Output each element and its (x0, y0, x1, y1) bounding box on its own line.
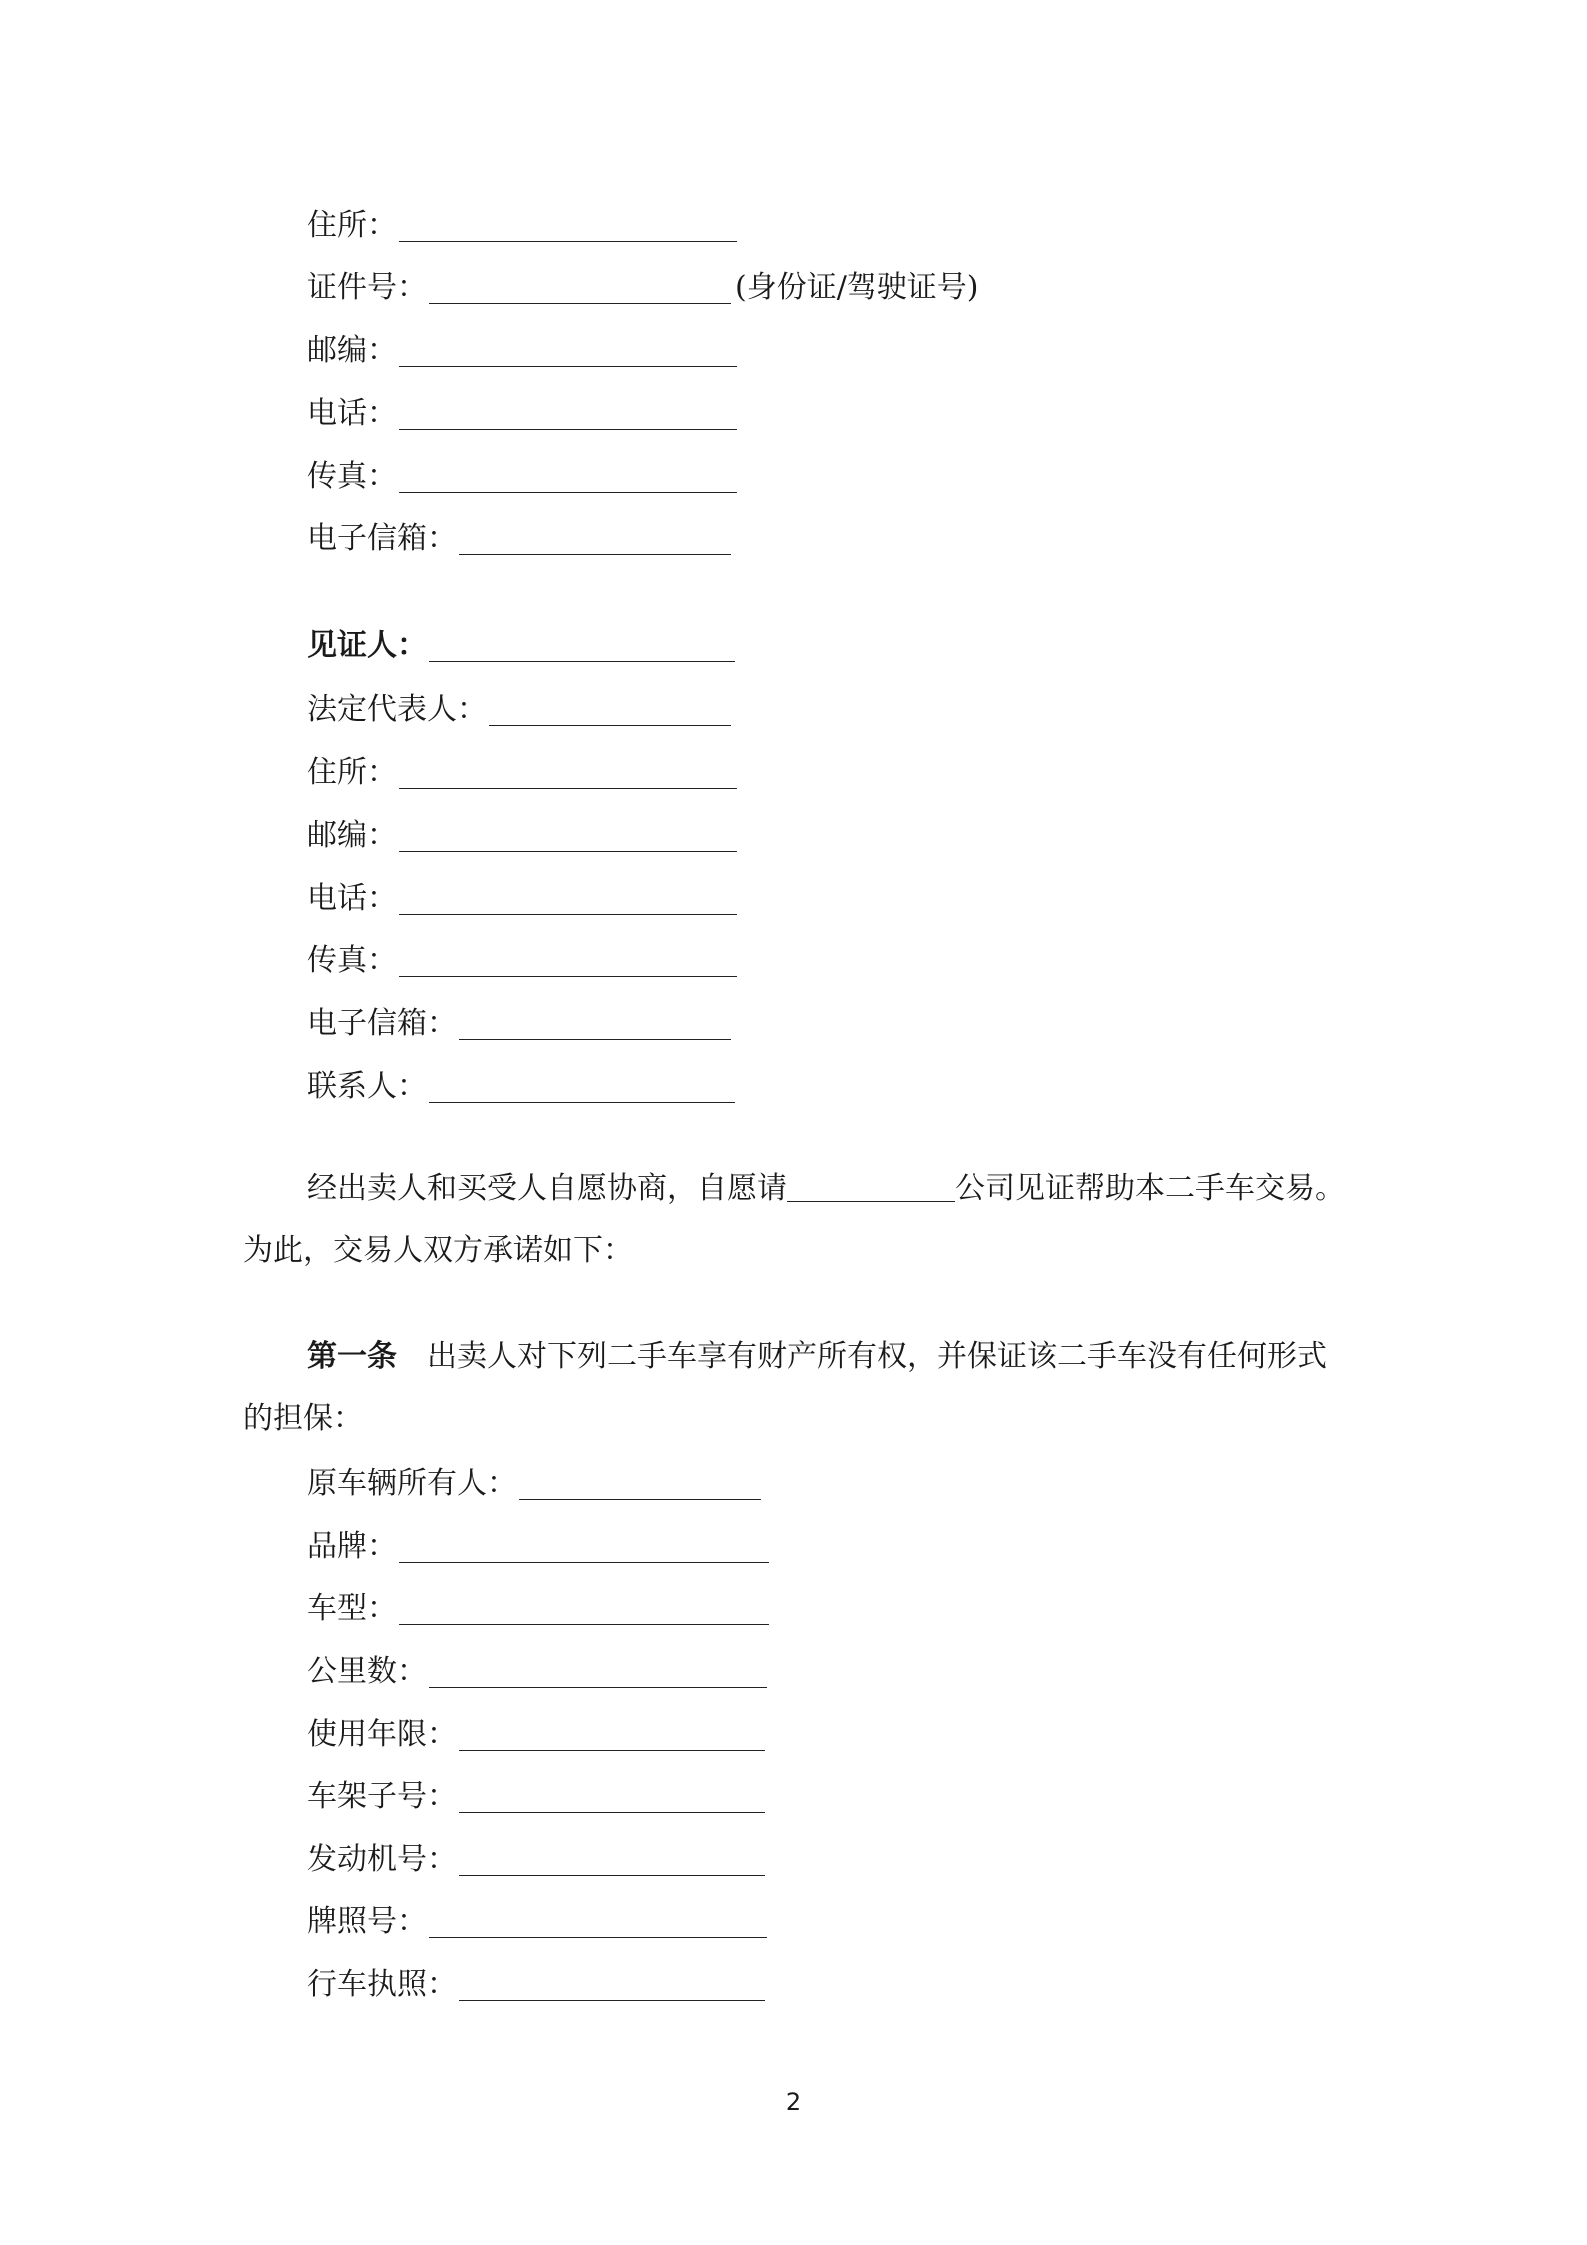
seller-fax-label: 传真： (307, 459, 397, 494)
seller-postcode-blank[interactable] (399, 332, 737, 367)
original-owner-blank[interactable] (519, 1465, 761, 1500)
plate-no-field (307, 1900, 767, 1944)
mileage-label: 公里数： (307, 1654, 427, 1689)
frame-no-label: 车架子号： (307, 1779, 457, 1814)
witness-contact-field (307, 1065, 735, 1109)
intro-text-1: 经出卖人和买受人自愿协商，自愿请 (307, 1171, 787, 1206)
seller-id-label: 证件号： (307, 270, 427, 305)
engine-no-label: 发动机号： (307, 1842, 457, 1877)
witness-phone-blank[interactable] (399, 880, 737, 915)
seller-id-field (307, 266, 979, 310)
seller-id-blank[interactable] (429, 269, 731, 304)
seller-postcode-label: 邮编： (307, 333, 397, 368)
witness-contact-blank[interactable] (429, 1068, 735, 1103)
intro-text-2: 公司见证帮助本二手车交易。为此，交易人双方承诺如下： (243, 1171, 1345, 1268)
witness-fax-field (307, 939, 737, 983)
witness-company-blank[interactable] (787, 1167, 955, 1202)
seller-fax-field (307, 455, 737, 499)
model-field (307, 1587, 769, 1631)
plate-no-blank[interactable] (429, 1903, 767, 1938)
seller-phone-label: 电话： (307, 396, 397, 431)
witness-postcode-field (307, 814, 737, 858)
seller-email-field (307, 517, 731, 561)
witness-field (307, 624, 735, 668)
original-owner-label: 原车辆所有人： (307, 1466, 517, 1501)
seller-id-suffix: (身份证/驾驶证号) (735, 270, 979, 305)
article-1-text: 出卖人对下列二手车享有财产所有权，并保证该二手车没有任何形式的担保： (243, 1339, 1327, 1436)
frame-no-field (307, 1775, 765, 1819)
mileage-field (307, 1650, 767, 1694)
brand-blank[interactable] (399, 1528, 769, 1563)
witness-label: 见证人： (307, 628, 427, 663)
witness-phone-field (307, 877, 737, 921)
driving-license-field (307, 1963, 765, 2007)
brand-label: 品牌： (307, 1529, 397, 1564)
years-used-field (307, 1713, 765, 1757)
engine-no-field (307, 1838, 765, 1882)
seller-phone-blank[interactable] (399, 395, 737, 430)
witness-postcode-blank[interactable] (399, 817, 737, 852)
brand-field (307, 1525, 769, 1569)
witness-email-field (307, 1002, 731, 1046)
intro-paragraph (243, 1158, 1353, 1282)
years-used-label: 使用年限： (307, 1717, 457, 1752)
page-number: 2 (785, 2088, 802, 2116)
witness-legal-rep-label: 法定代表人： (307, 692, 487, 727)
seller-phone-field (307, 392, 737, 436)
article-1-paragraph (243, 1326, 1353, 1450)
witness-fax-blank[interactable] (399, 942, 737, 977)
model-blank[interactable] (399, 1590, 769, 1625)
frame-no-blank[interactable] (459, 1778, 765, 1813)
witness-phone-label: 电话： (307, 881, 397, 916)
witness-address-label: 住所： (307, 755, 397, 790)
driving-license-label: 行车执照： (307, 1967, 457, 2002)
witness-email-label: 电子信箱： (307, 1006, 457, 1041)
seller-email-label: 电子信箱： (307, 521, 457, 556)
seller-address-field (307, 204, 737, 248)
seller-email-blank[interactable] (459, 520, 731, 555)
witness-blank[interactable] (429, 627, 735, 662)
model-label: 车型： (307, 1591, 397, 1626)
seller-fax-blank[interactable] (399, 458, 737, 493)
seller-address-blank[interactable] (399, 207, 737, 242)
mileage-blank[interactable] (429, 1653, 767, 1688)
driving-license-blank[interactable] (459, 1966, 765, 2001)
witness-address-blank[interactable] (399, 754, 737, 789)
witness-contact-label: 联系人： (307, 1069, 427, 1104)
plate-no-label: 牌照号： (307, 1904, 427, 1939)
original-owner-field (307, 1462, 761, 1506)
witness-legal-rep-field (307, 688, 731, 732)
witness-address-field (307, 751, 737, 795)
seller-address-label: 住所： (307, 208, 397, 243)
witness-legal-rep-blank[interactable] (489, 691, 731, 726)
witness-fax-label: 传真： (307, 943, 397, 978)
witness-postcode-label: 邮编： (307, 818, 397, 853)
witness-email-blank[interactable] (459, 1005, 731, 1040)
article-1-heading: 第一条 (307, 1339, 397, 1374)
years-used-blank[interactable] (459, 1716, 765, 1751)
engine-no-blank[interactable] (459, 1841, 765, 1876)
seller-postcode-field (307, 329, 737, 373)
